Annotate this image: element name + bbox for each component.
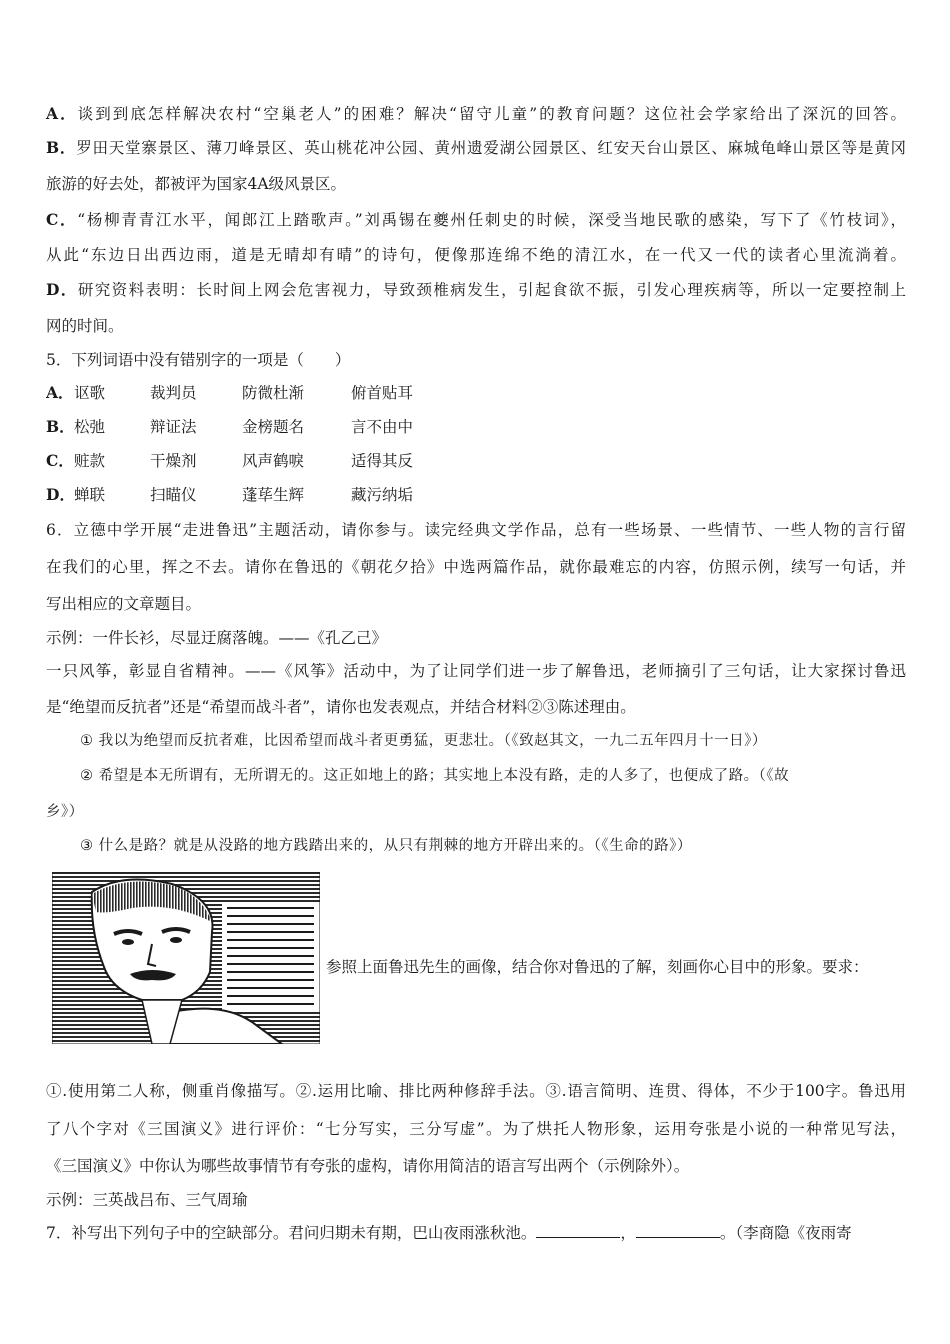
option-label: B． (46, 417, 75, 436)
word-1: 蝉联 (74, 486, 106, 504)
q5-stem: 5．下列词语中没有错别字的一项是（ ） (46, 351, 351, 369)
q6-line-2: 在我们的心里，挥之不去。请你在鲁迅的《朝花夕拾》中选两篇作品，就你最难忘的内容，仿照示例，续写一句话，并 (46, 558, 906, 576)
word-4: 藏污纳垢 (351, 486, 414, 504)
q6-quote-2: ② 希望是本无所谓有，无所谓无的。这正如地上的路；其实地上本没有路，走的人多了，也便成了路。（《故 (80, 768, 790, 784)
q6-requirement-2: 了八个字对《三国演义》进行评价：“七分写实，三分写虚”。为了烘托人物形象，运用夸张是小说的一种常见写法， (46, 1120, 906, 1138)
q7-text: 7．补写出下列句子中的空缺部分。君问归期未有期，巴山夜雨涨秋池。 (46, 1224, 537, 1242)
word-4: 言不由中 (351, 418, 414, 436)
q6-example: 示例：一件长衫，尽显迂腐落魄。——《孔乙己》 (46, 629, 388, 647)
word-2: 裁判员 (150, 384, 197, 402)
q6-quote-1: ① 我以为绝望而反抗者难，比因希望而战斗者更勇猛，更悲壮。（《致赵其文，一九二五年四月十一日》） (80, 733, 767, 749)
word-2: 扫瞄仪 (150, 486, 197, 504)
q4-option-b (46, 138, 906, 158)
q4-option-a (46, 104, 906, 124)
word-1: 赃款 (74, 452, 106, 470)
q6-line-5: 一只风筝，彰显自省精神。——《风筝》活动中，为了让同学们进一步了解鲁迅，老师摘引了三句话，让大家探讨鲁迅 (46, 662, 906, 680)
q4-option-b-cont: 旅游的好去处，都被评为国家4A级风景区。 (46, 175, 347, 193)
word-1: 松弛 (74, 418, 106, 436)
q4-option-c (46, 210, 906, 230)
option-label: A． (46, 104, 78, 123)
word-1: 讴歌 (74, 384, 106, 402)
word-4: 适得其反 (351, 452, 414, 470)
option-text: 罗田天堂寨景区、薄刀峰景区、英山桃花冲公园、黄州遗爱湖公园景区、红安天台山景区、麻城龟峰山景区等是黄冈 (76, 139, 906, 157)
q6-quote-3: ③ 什么是路？就是从没路的地方践踏出来的，从只有荆棘的地方开辟出来的。（《生命的路》） (80, 838, 692, 854)
q6-requirement-1: ①.使用第二人称，侧重肖像描写。②.运用比喻、排比两种修辞手法。③.语言简明、连贯、得体，不少于100字。鲁迅用 (46, 1082, 906, 1100)
word-2: 辩证法 (150, 418, 197, 436)
option-label: D． (46, 485, 75, 504)
answer-blank-1[interactable] (536, 1223, 620, 1238)
word-3: 防微杜渐 (242, 384, 305, 402)
option-text: 研究资料表明：长时间上网会危害视力，导致颈椎病发生，引起食欲不振，引发心理疾病等，所以一定要控制上 (77, 281, 906, 299)
option-label: D． (46, 280, 78, 299)
answer-blank-2[interactable] (636, 1223, 720, 1238)
word-4: 俯首贴耳 (351, 384, 414, 402)
q6-line-1: 6．立德中学开展“走进鲁迅”主题活动，请你参与。读完经典文学作品，总有一些场景、一些情节、一些人物的言行留 (46, 521, 906, 539)
q4-option-d (46, 280, 906, 300)
option-label: A． (46, 383, 74, 402)
q6-requirement-3: 《三国演义》中你认为哪些故事情节有夸张的虚构，请你用简洁的语言写出两个（示例除外）。 (46, 1157, 690, 1175)
q6-example-2: 示例：三英战吕布、三气周瑜 (46, 1191, 248, 1209)
portrait-caption: 参照上面鲁迅先生的画像，结合你对鲁迅的了解，刻画你心目中的形象。要求： (326, 958, 869, 976)
q7-separator: ， (620, 1224, 636, 1242)
word-3: 金榜题名 (242, 418, 305, 436)
word-2: 干燥剂 (150, 452, 197, 470)
q6-line-6: 是“绝望而反抗者”还是“希望而战斗者”，请你也发表观点，并结合材料②③陈述理由。 (46, 698, 636, 716)
q4-option-c-cont: 从此“东边日出西边雨，道是无晴却有晴”的诗句，便像那连绵不绝的清江水，在一代又一代的读者心里流淌着。 (46, 246, 906, 264)
word-3: 蓬荜生辉 (242, 486, 305, 504)
word-3: 风声鹤唳 (242, 452, 305, 470)
option-label: C． (46, 451, 74, 470)
q6-line-3: 写出相应的文章题目。 (46, 595, 202, 613)
option-label: B． (46, 138, 77, 157)
lu-xun-portrait-image (52, 872, 320, 1044)
option-text: “杨柳青青江水平，闻郎江上踏歌声。”刘禹锡在夔州任刺史的时候，深受当地民歌的感染，写下了《竹枝词》， (77, 211, 906, 229)
q7-ending: 。（李商隐《夜雨寄 (719, 1224, 852, 1242)
option-text: 谈到到底怎样解决农村“空巢老人”的困难？解决“留守儿童”的教育问题？这位社会学家给出了深沉的回答。 (77, 105, 907, 123)
q7-stem (46, 1223, 852, 1243)
option-label: C． (46, 210, 78, 229)
q6-quote-2-cont: 乡》） (46, 804, 84, 820)
q4-option-d-cont: 网的时间。 (46, 317, 124, 335)
